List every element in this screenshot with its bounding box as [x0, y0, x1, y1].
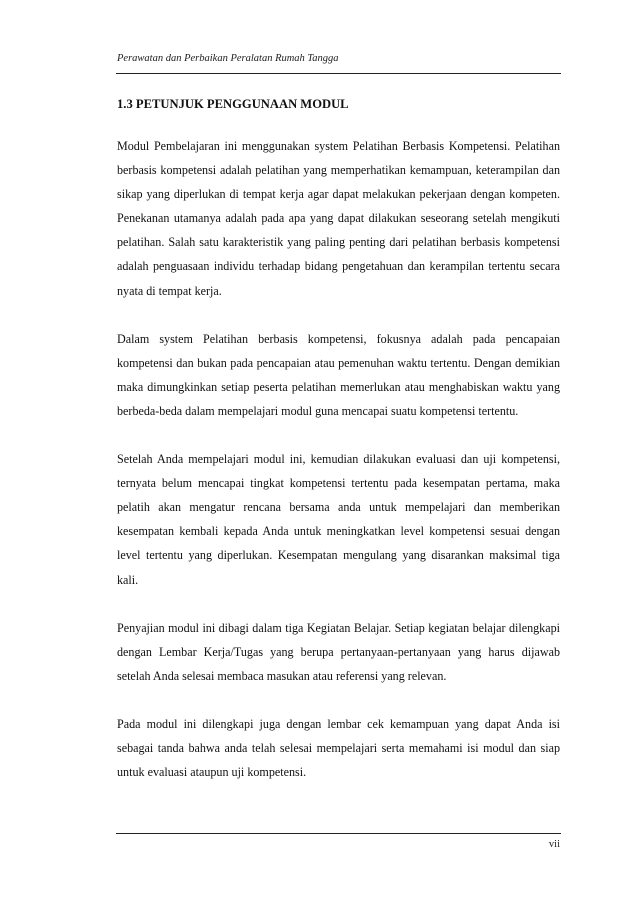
paragraph-3: Setelah Anda mempelajari modul ini, kemudian dilakukan evaluasi dan uji kompetensi, ternyata belum mencapai tingkat kompetensi tertentu pada kesempatan pertama, maka pelatih akan mengatur rencana bersama anda untuk mempelajari dan memberikan kesempatan kembali kepada Anda untuk meningkatkan level kompetensi sesuai dengan level tertentu yang diperlukan. Kesempatan mengulang yang disarankan maksimal tiga kali.: [117, 452, 560, 587]
header-divider: [116, 73, 561, 74]
paragraph-1: Modul Pembelajaran ini menggunakan system Pelatihan Berbasis Kompetensi. Pelatihan berbasis kompetensi adalah pelatihan yang memperhatikan kemampuan, keterampilan dan sikap yang diperlukan di tempat kerja agar dapat melakukan pekerjaan dengan kompeten. Penekanan utamanya adalah pada apa yang dapat dilakukan seseorang setelah mengikuti pelatihan. Salah satu karakteristik yang paling penting dari pelatihan berbasis kompetensi adalah penguasaan individu terhadap bidang pengetahuan dan kerampilan tertentu secara nyata di tempat kerja.: [117, 139, 560, 298]
paragraph-4: Penyajian modul ini dibagi dalam tiga Kegiatan Belajar. Setiap kegiatan belajar dilengkapi dengan Lembar Kerja/Tugas yang berupa pertanyaan-pertanyaan yang harus dijawab setelah Anda selesai membaca masukan atau referensi yang relevan.: [117, 620, 560, 683]
footer-divider: [116, 833, 561, 834]
section-heading: 1.3 PETUNJUK PENGGUNAAN MODUL: [117, 97, 349, 111]
running-header: Perawatan dan Perbaikan Peralatan Rumah Tangga: [117, 53, 339, 64]
page-content: [117, 94, 560, 784]
paragraph-2: Dalam system Pelatihan berbasis kompetensi, fokusnya adalah pada pencapaian kompetensi dan bukan pada pencapaian atau pemenuhan waktu tertentu. Dengan demikian maka dimungkinkan setiap peserta pelatihan memerlukan atau menghabiskan waktu yang berbeda-beda dalam mempelajari modul guna mencapai suatu kompetensi tertentu.: [117, 331, 560, 418]
page-number: vii: [548, 839, 560, 850]
paragraph-5: Pada modul ini dilengkapi juga dengan lembar cek kemampuan yang dapat Anda isi sebagai tanda bahwa anda telah selesai mempelajari serta memahami isi modul dan siap untuk evaluasi ataupun uji kompetensi.: [117, 716, 560, 780]
